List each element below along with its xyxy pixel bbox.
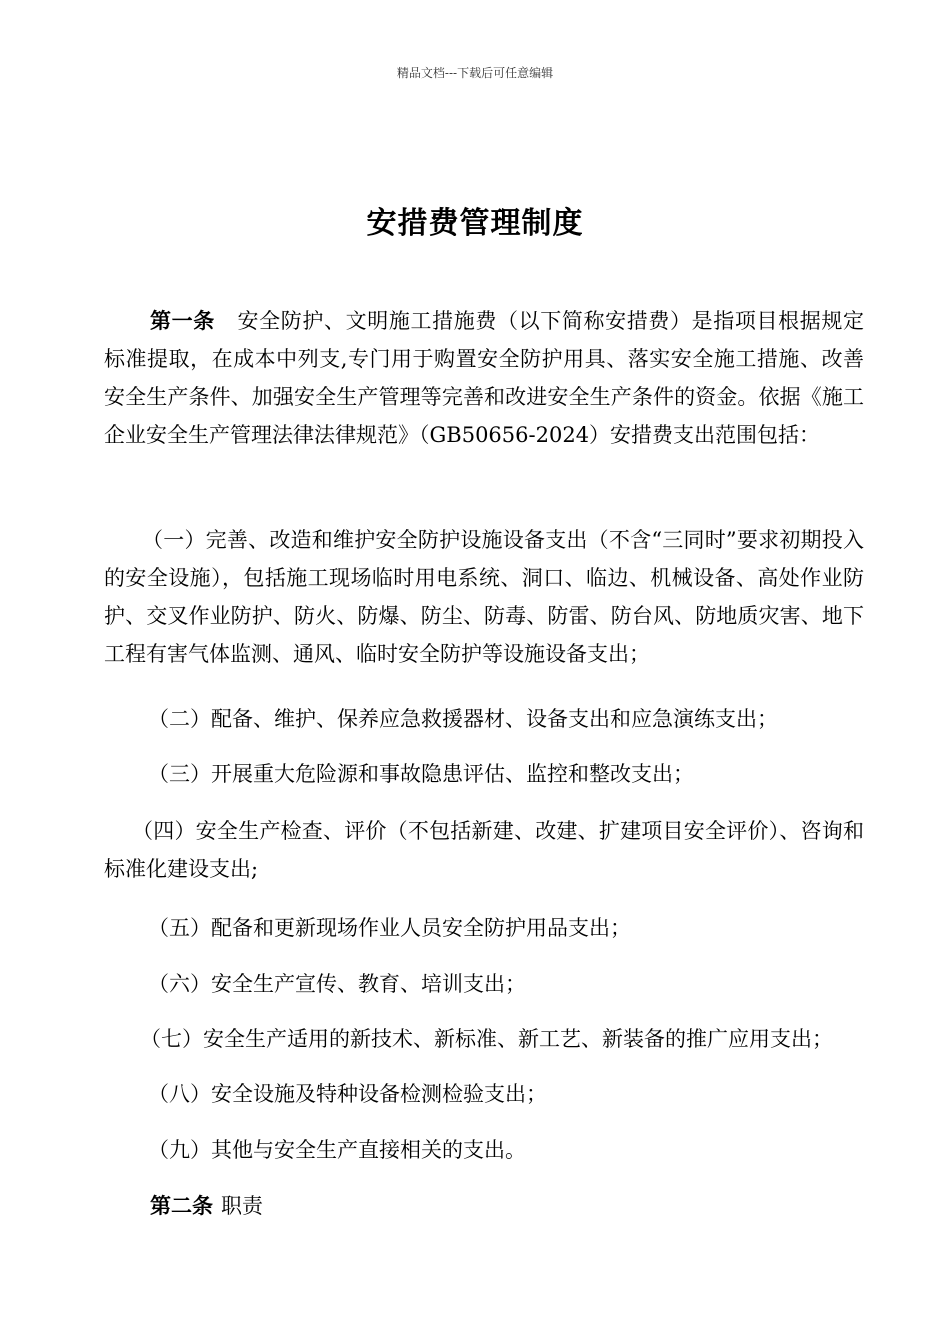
article-1: [104, 302, 864, 454]
list-item: （三）开展重大危险源和事故隐患评估、监控和整改支出；: [148, 762, 694, 786]
article-2: [104, 1187, 864, 1225]
item-5: [104, 909, 864, 947]
item-8: [104, 1075, 864, 1113]
item-3: [104, 755, 864, 793]
list-item: （二）配备、维护、保养应急救援器材、设备支出和应急演练支出；: [148, 707, 778, 731]
list-item: （一）完善、改造和维护安全防护设施设备支出（不含“三同时”要求初期投入的安全设施），包括施工现场临时用电系统、洞口、临边、机械设备、高处作业防护、交叉作业防护、防火、防爆、防尘、防毒、防雷、防台风、防地质灾害、地下工程有害气体监测、通风、临时安全防护等设施设备支出；: [104, 528, 864, 666]
item-7: [104, 1020, 864, 1058]
list-item: （六）安全生产宣传、教育、培训支出；: [148, 972, 526, 996]
list-item: （四）安全生产检查、评价（不包括新建、改建、扩建项目安全评价）、咨询和标准化建设支出;: [104, 819, 864, 881]
header-note: 精品文档---下载后可任意编辑: [396, 66, 554, 80]
item-2: [104, 700, 864, 738]
list-item: （七）安全生产适用的新技术、新标准、新工艺、新装备的推广应用支出；: [140, 1027, 833, 1051]
item-1: [104, 521, 864, 673]
list-item: （八）安全设施及特种设备检测检验支出；: [148, 1082, 547, 1106]
item-6: [104, 965, 864, 1003]
article-2-text: 职责: [221, 1194, 263, 1218]
article-1-paragraph: [104, 302, 864, 454]
article-1-label: 第一条: [150, 308, 215, 333]
document-title: 安措费管理制度: [366, 206, 584, 241]
item-9: [104, 1131, 864, 1169]
item-4: [104, 812, 864, 888]
article-1-text: 安全防护、文明施工措施费（以下简称安措费）是指项目根据规定标准提取，在成本中列支,专门用于购置安全防护用具、落实安全施工措施、改善安全生产条件、加强安全生产管理等完善和改进安全生产条件的资金。依据《施工企业安全生产管理法律法律规范》（GB50656-2024）安措费支出范围包括：: [104, 309, 864, 447]
list-item: （九）其他与安全生产直接相关的支出。: [148, 1138, 526, 1162]
list-item: （五）配备和更新现场作业人员安全防护用品支出；: [148, 916, 631, 940]
article-2-paragraph: [104, 1187, 864, 1225]
article-2-label: 第二条: [150, 1193, 213, 1218]
